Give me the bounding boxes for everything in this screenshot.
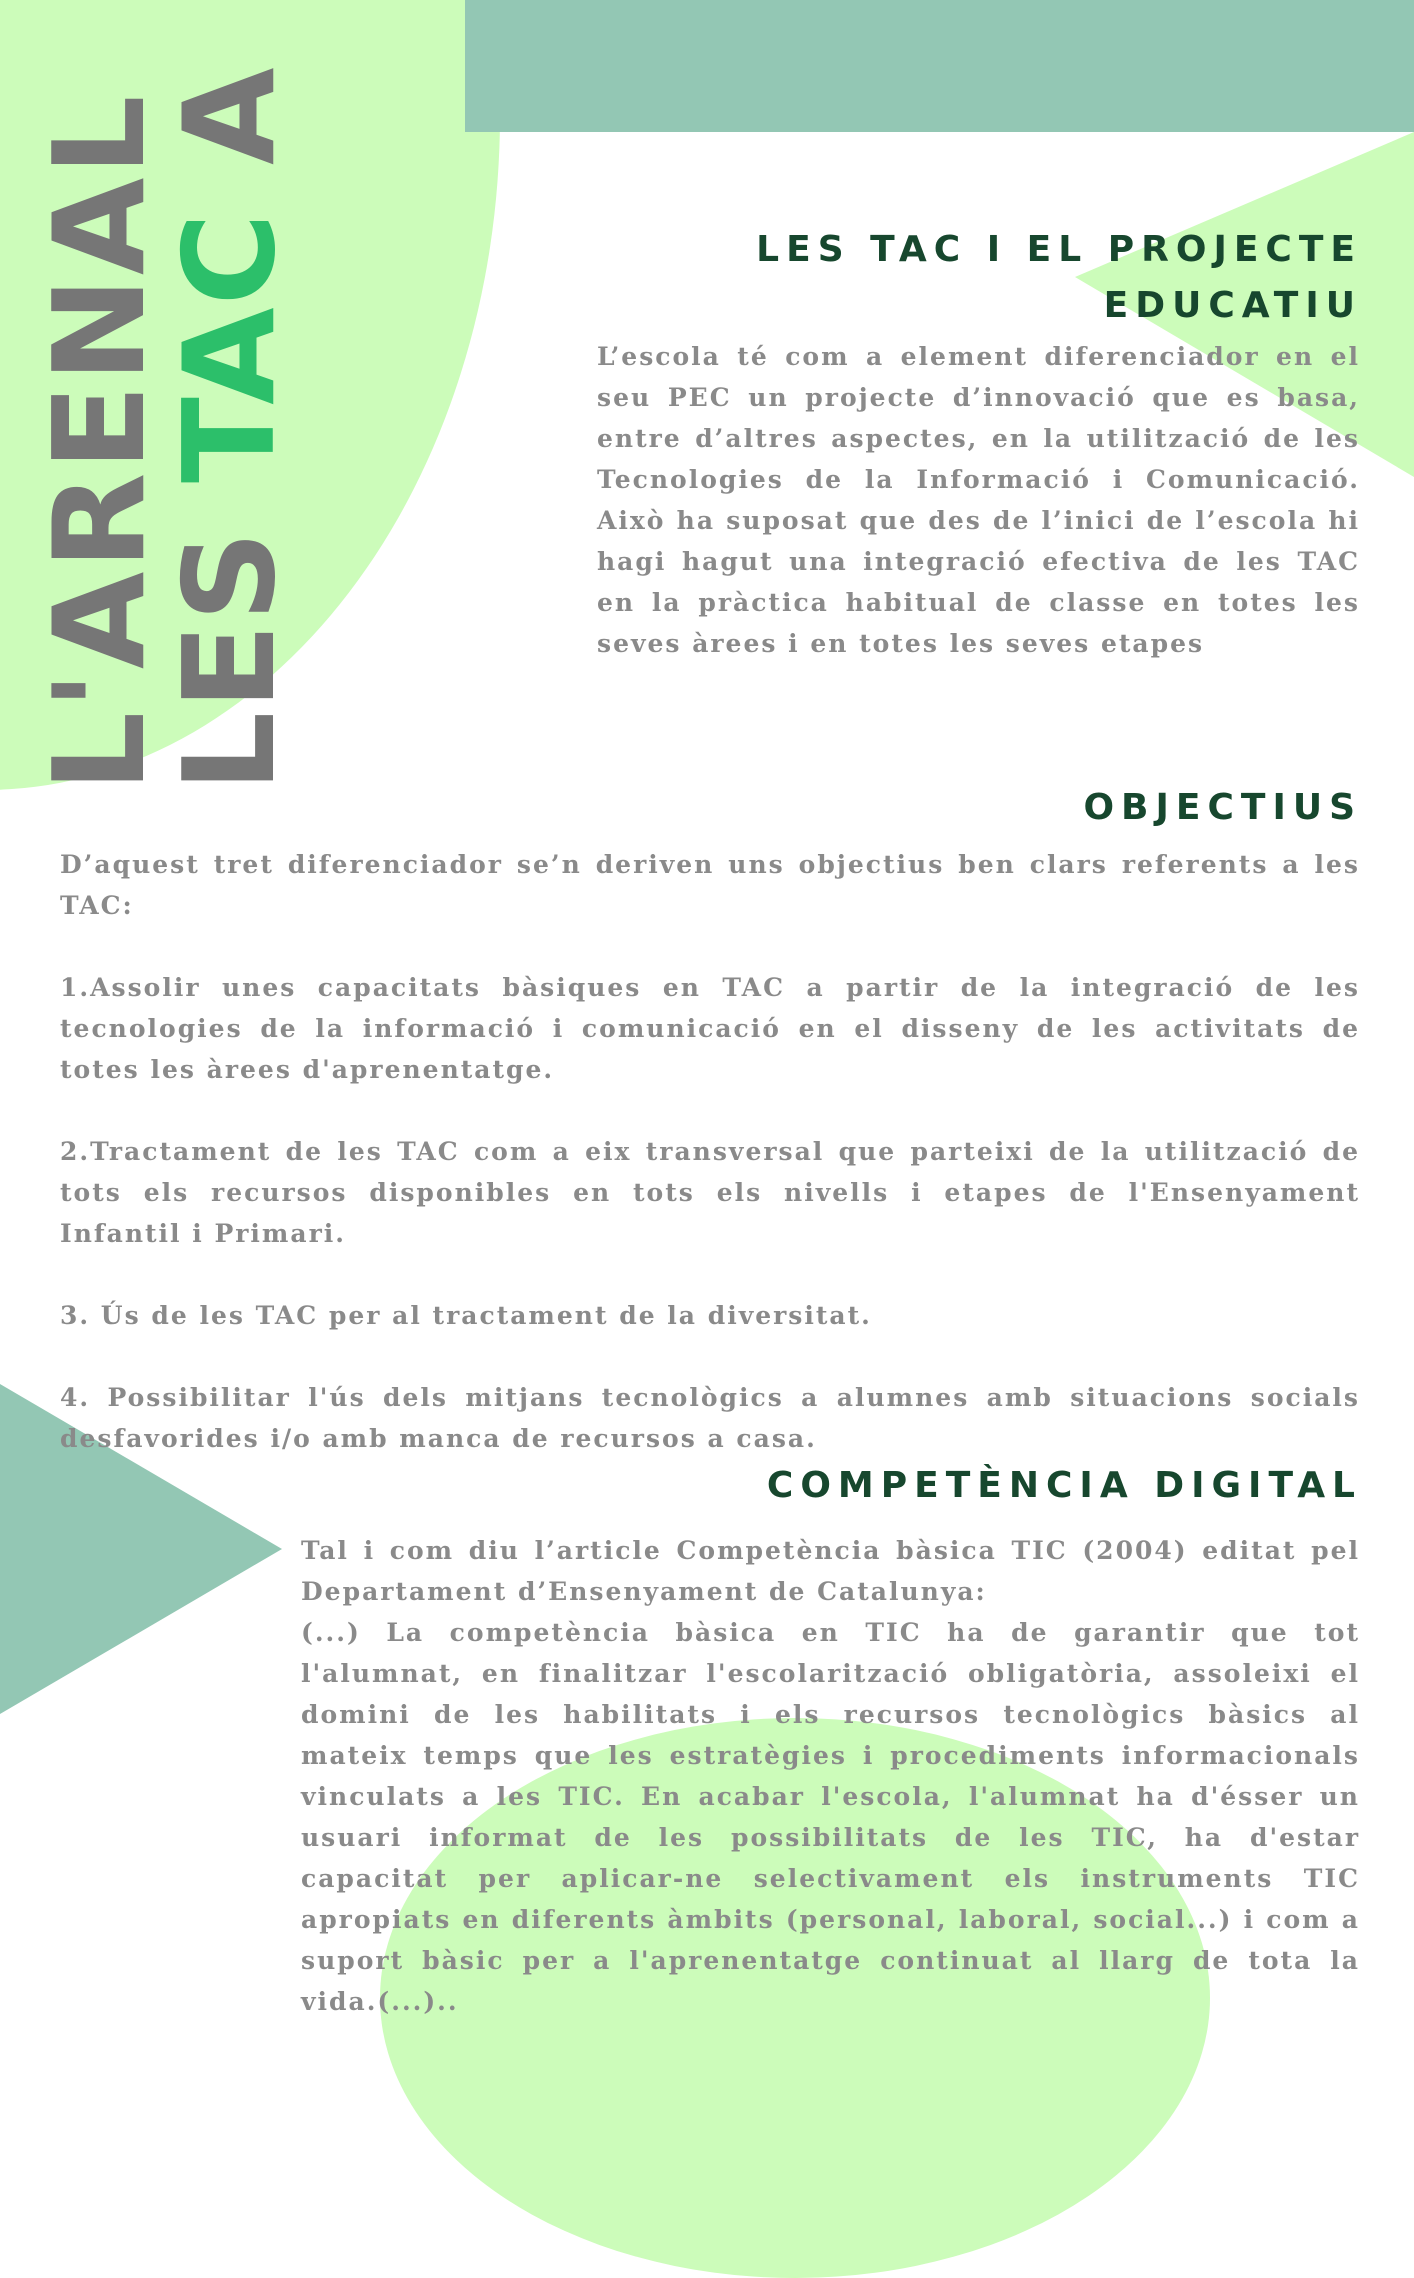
section-heading-objectius: OBJECTIUS [1083, 787, 1362, 828]
section-heading-projecte [756, 222, 1362, 334]
paragraph: L’escola té com a element diferenciador en el seu PEC un projecte d’innovació que es basa, entre d’altres aspectes, en la utilització de les Tecnologies de la Informació i Comunicació. Això ha suposat que des de l’inici de l’escola hi hagi hagut una integració efectiva de les TAC en la pràctica habitual de classe en totes les seves àrees i en totes les seves etapes [597, 342, 1360, 658]
section-heading-competencia: COMPETÈNCIA DIGITAL [766, 1465, 1362, 1506]
objective-item: 1.Assolir unes capacitats bàsiques en TAC a partir de la integració de les tecnologies de la informació i comunicació en el disseny de les activitats de totes les àrees d'aprenentatge. [60, 973, 1360, 1084]
section-objectius-body [60, 844, 1360, 1459]
objective-item: 4. Possibilitar l'ús dels mitjans tecnològics a alumnes amb situacions socials desfavorides i/o amb manca de recursos a casa. [60, 1383, 1360, 1453]
title-accent: TAC [156, 210, 303, 484]
decorative-band-top [465, 0, 1414, 132]
title-prefix: LES [156, 483, 303, 792]
competencia-intro: Tal i com diu l’article Competència bàsica TIC (2004) editat pel Departament d’Ensenyament de Catalunya: [301, 1536, 1360, 1606]
heading-line-1: LES TAC I EL PROJECTE [756, 229, 1362, 270]
section-projecte-body [597, 336, 1360, 664]
title-line-1: L'ARENAL [26, 93, 173, 792]
title-line-2 [156, 65, 303, 792]
title-suffix: A [156, 65, 303, 211]
vertical-title [26, 0, 303, 792]
heading-line-2: EDUCATIU [1103, 285, 1362, 326]
objectius-intro: D’aquest tret diferenciador se’n deriven uns objectius ben clars referents a les TAC: [60, 850, 1360, 920]
section-competencia-body [301, 1530, 1360, 2022]
objective-item: 2.Tractament de les TAC com a eix transversal que parteixi de la utilització de tots els recursos disponibles en tots els nivells i etapes de l'Ensenyament Infantil i Primari. [60, 1137, 1360, 1248]
competencia-quote: (...) La competència bàsica en TIC ha de garantir que tot l'alumnat, en finalitzar l'escolarització obligatòria, assoleixi el domini de les habilitats i els recursos tecnològics bàsics al mateix temps que les estratègies i procediments informacionals vinculats a les TIC. En acabar l'escola, l'alumnat ha d'ésser un usuari informat de les possibilitats de les TIC, ha d'estar capacitat per aplicar-ne selectivament els instruments TIC apropiats en diferents àmbits (personal, laboral, social...) i com a suport bàsic per a l'aprenentatge continuat al llarg de tota la vida.(...).. [301, 1618, 1360, 2016]
objective-item: 3. Ús de les TAC per al tractament de la diversitat. [60, 1301, 872, 1330]
